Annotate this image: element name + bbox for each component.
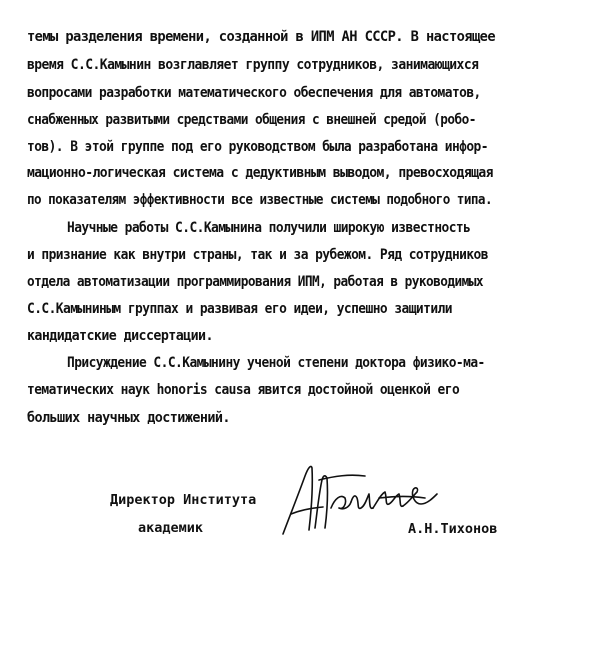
text-line: снабженных развитыми средствами общения с внешней средой (робо- <box>27 112 476 128</box>
signer-name: А.Н.Тихонов <box>408 521 498 537</box>
text-line: С.С.Камыниным группах и развивая его идеи, успешно защитили <box>27 301 452 317</box>
text-line: Научные работы С.С.Камынина получили широкую известность <box>67 220 471 236</box>
text-line: кандидатские диссертации. <box>27 328 213 344</box>
text-line: темы разделения времени, созданной в ИПМ АН СССР. В настоящее <box>27 29 496 45</box>
handwritten-signature <box>275 458 455 538</box>
text-line: время С.С.Камынин возглавляет группу сотрудников, занимающихся <box>27 57 479 73</box>
text-line: и признание как внутри страны, так и за рубежом. Ряд сотрудников <box>27 247 488 263</box>
text-line: тов). В этой группе под его руководством была разработана инфор- <box>27 139 488 155</box>
text-line: отдела автоматизации программирования ИПМ, работая в руководимых <box>27 274 483 290</box>
text-line: больших научных достижений. <box>27 410 230 426</box>
text-line: Присуждение С.С.Камынину ученой степени доктора физико-ма- <box>67 355 485 371</box>
text-line: тематических наук honoris causa явится достойной оценкой его <box>27 382 460 398</box>
text-line: по показателям эффективности все известные системы подобного типа. <box>27 192 493 208</box>
signer-rank: академик <box>138 520 204 536</box>
text-line: мационно-логическая система с дедуктивным выводом, превосходящая <box>27 165 493 181</box>
signer-title: Директор Института <box>110 492 257 508</box>
text-line: вопросами разработки математического обеспечения для автоматов, <box>27 85 481 101</box>
